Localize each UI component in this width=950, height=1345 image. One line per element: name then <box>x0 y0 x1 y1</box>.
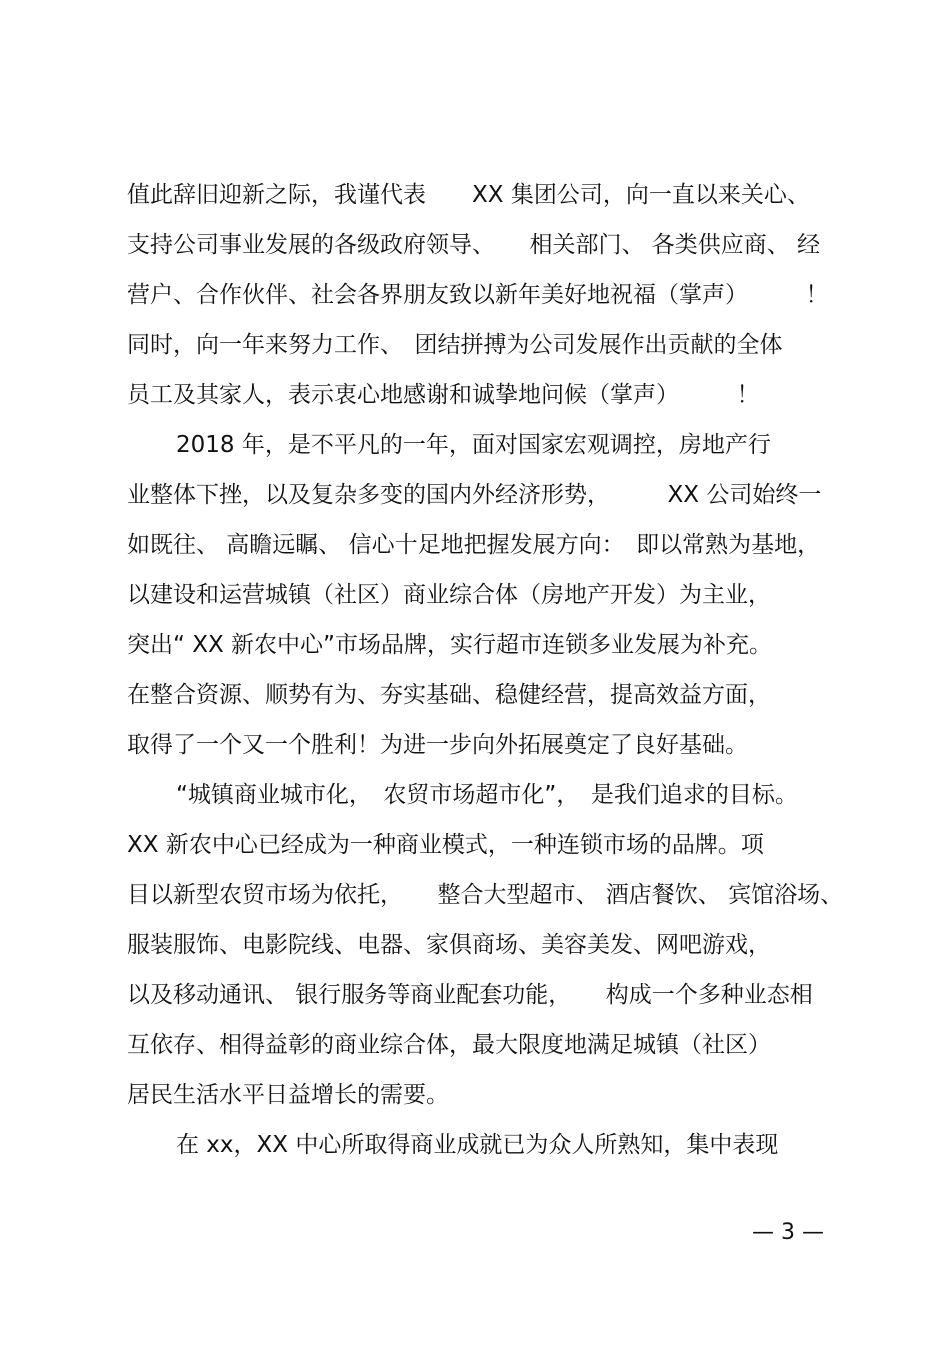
text-line: 突出“ XX 新农中心”市场品牌，实行超市连锁多业发展为补充。 <box>127 632 772 658</box>
text-line: 以建设和运营城镇（社区）商业综合体（房地产开发）为主业， <box>127 582 771 608</box>
text-line: 取得了一个又一个胜利！为进一步向外拓展奠定了良好基础。 <box>127 732 748 758</box>
text-line: 居民生活水平日益增长的需要。 <box>127 1082 449 1108</box>
text-line: 互依存、相得益彰的商业综合体，最大限度地满足城镇（社区） <box>127 1032 771 1058</box>
paragraph-start-line: 在 xx，XX 中心所取得商业成就已为众人所熟知，集中表现 <box>176 1132 779 1158</box>
text-line: 同时，向一年来努力工作、 团结拼搏为公司发展作出贡献的全体 <box>127 332 783 358</box>
text-line: 营户、合作伙伴、社会各界朋友致以新年美好地祝福（掌声） ！ <box>127 282 829 308</box>
paragraph-start-line: “城镇商业城市化， 农贸市场超市化”， 是我们追求的目标。 <box>176 782 798 808</box>
text-line: 如既往、 高瞻远瞩、 信心十足地把握发展方向： 即以常熟为基地， <box>127 532 821 558</box>
text-line: 支持公司事业发展的各级政府领导、 相关部门、 各类供应商、 经 <box>127 232 821 258</box>
text-line: 在整合资源、顺势有为、夯实基础、稳健经营，提高效益方面， <box>127 682 771 708</box>
text-line: XX 新农中心已经成为一种商业模式，一种连锁市场的品牌。项 <box>127 832 764 858</box>
text-line: 以及移动通讯、 银行服务等商业配套功能， 构成一个多种业态相 <box>127 982 813 1008</box>
page-number: — 3 — <box>752 1220 824 1245</box>
text-line: 服装服饰、电影院线、电器、家俱商场、美容美发、网吧游戏， <box>127 932 771 958</box>
text-line: 值此辞旧迎新之际，我谨代表 XX 集团公司，向一直以来关心、 <box>127 182 810 208</box>
text-line: 业整体下挫，以及复杂多变的国内外经济形势， XX 公司始终一 <box>127 482 822 508</box>
paragraph-start-line: 2018 年，是不平凡的一年，面对国家宏观调控，房地产行 <box>176 432 771 458</box>
text-line: 员工及其家人，表示衷心地感谢和诚挚地问候（掌声） ！ <box>127 382 760 408</box>
text-line: 目以新型农贸市场为依托， 整合大型超市、 酒店餐饮、 宾馆浴场、 <box>127 882 844 908</box>
